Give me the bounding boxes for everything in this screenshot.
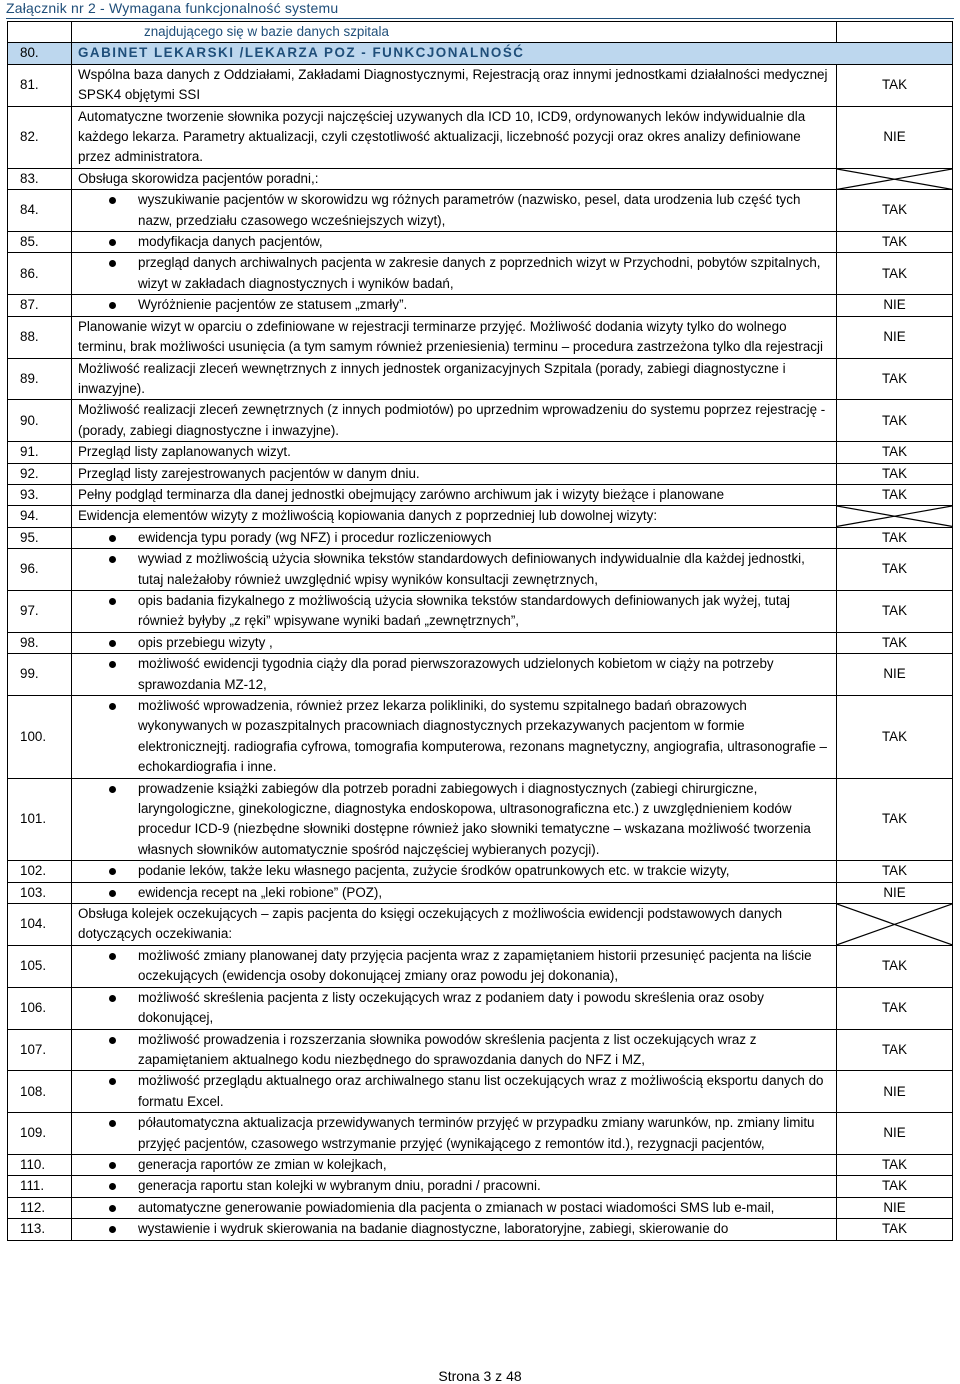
row-number: 82.	[8, 106, 72, 168]
cross-out-icon	[837, 506, 952, 526]
table-row	[8, 316, 953, 358]
row-text: możliwość przeglądu aktualnego oraz archiwalnego stanu list oczekujących wraz z możliwością eksportu danych do formatu Excel.	[138, 1073, 824, 1109]
row-answer: TAK	[837, 232, 953, 253]
table-row	[8, 1029, 953, 1071]
bullet-item	[78, 946, 832, 987]
row-text: możliwość zmiany planowanej daty przyjęcia pacjenta wraz z zapamiętaniem historii przesunięć pacjenta na liście oczekujących (ewidencja osoby dokonującej zmiany oraz powodu jej dokonania),	[138, 947, 812, 984]
row-description: Wspólna baza danych z Oddziałami, Zakładami Diagnostycznymi, Rejestracją oraz innymi jednostkami działalności medycznej SPSK4 objętymi SSI	[72, 64, 837, 106]
row-text: opis przebiegu wizyty ,	[138, 634, 273, 650]
bullet-icon	[109, 260, 116, 267]
bullet-icon	[109, 703, 116, 710]
row-answer: NIE	[837, 882, 953, 903]
cross-out-icon	[837, 169, 952, 189]
row-number: 95.	[8, 527, 72, 548]
row-description	[72, 527, 837, 548]
row-text: ewidencja recept na „leki robione” (POZ),	[138, 884, 383, 900]
bullet-icon	[109, 556, 116, 563]
row-description: Przegląd listy zarejestrowanych pacjentów w danym dniu.	[72, 463, 837, 484]
cross-out-icon	[837, 904, 952, 945]
table-row	[8, 549, 953, 591]
table-row	[8, 904, 953, 946]
row-number: 99.	[8, 654, 72, 696]
row-answer: TAK	[837, 861, 953, 882]
bullet-icon	[109, 1205, 116, 1212]
table-row	[8, 1071, 953, 1113]
row-description	[72, 1071, 837, 1113]
row-answer: TAK	[837, 442, 953, 463]
row-description	[72, 882, 837, 903]
row-description	[72, 232, 837, 253]
row-text: Wyróżnienie pacjentów ze statusem „zmarły”.	[138, 297, 408, 313]
row-answer: TAK	[837, 590, 953, 632]
row-description: Możliwość realizacji zleceń zewnętrznych (z innych podmiotów) po uprzednim wprowadzeniu do systemu poprzez rejestrację - (porady, zabiegi diagnostyczne i inwazyjne).	[72, 400, 837, 442]
row-description: Planowanie wizyt w oparciu o zdefiniowane w rejestracji terminarze przyjęć. Możliwość dodania wizyty tylko do wolnego terminu, brak możliwości usunięcia (a tym samym również przeniesienia) terminu – procedura zastrzeżona tylko dla rejestracji	[72, 316, 837, 358]
row-description	[72, 696, 837, 779]
row-number: 113.	[8, 1219, 72, 1240]
requirements-table	[7, 21, 953, 1241]
bullet-icon	[109, 1078, 116, 1085]
row-text: wyszukiwanie pacjentów w skorowidzu wg różnych parametrów (nazwisko, pesel, data urodzenia lub część tych nazw, przedziału czasowego wcześniejszych wizyt),	[138, 192, 801, 228]
bullet-icon	[109, 535, 116, 542]
row-number: 110.	[8, 1154, 72, 1175]
bullet-icon	[109, 995, 116, 1002]
table-row	[8, 945, 953, 987]
row-number: 92.	[8, 463, 72, 484]
row-number: 105.	[8, 945, 72, 987]
row-answer: TAK	[837, 1176, 953, 1197]
bullet-item	[78, 1113, 832, 1154]
row-answer: TAK	[837, 484, 953, 505]
row-number: 103.	[8, 882, 72, 903]
row-answer: TAK	[837, 1154, 953, 1175]
bullet-icon	[109, 1162, 116, 1169]
table-row	[8, 987, 953, 1029]
row-description	[72, 295, 837, 316]
bullet-icon	[109, 1226, 116, 1233]
row-answer: TAK	[837, 696, 953, 779]
row-text: wystawienie i wydruk skierowania na badanie diagnostyczne, laboratoryjne, zabiegi, skierowanie do	[138, 1221, 729, 1237]
page-footer: Strona 3 z 48	[438, 1368, 522, 1384]
bullet-item	[78, 1030, 832, 1071]
row-description: Możliwość realizacji zleceń wewnętrznych z innych jednostek organizacyjnych Szpitala (porady, zabiegi diagnostyczne i inwazyjne).	[72, 358, 837, 400]
row-answer: TAK	[837, 358, 953, 400]
bullet-item	[78, 633, 832, 653]
table-row	[8, 190, 953, 232]
row-number: 81.	[8, 64, 72, 106]
bullet-item	[78, 654, 832, 695]
row-answer: TAK	[837, 632, 953, 653]
row-text: możliwość skreślenia pacjenta z listy oczekujących wraz z podaniem daty i powodu skreślenia oraz osoby dokonującej,	[138, 989, 764, 1026]
row-description	[72, 549, 837, 591]
row-description	[72, 1197, 837, 1218]
row-answer: TAK	[837, 527, 953, 548]
row-description	[72, 632, 837, 653]
row-answer: NIE	[837, 1197, 953, 1218]
table-row	[8, 861, 953, 882]
row-text: przegląd danych archiwalnych pacjenta w zakresie danych z poprzednich wizyt w Przychodni, pobytów szpitalnych, wizyt w zakładach diagnostycznych i wyników badań,	[138, 255, 821, 291]
bullet-item	[78, 696, 832, 778]
row-number: 108.	[8, 1071, 72, 1113]
table-row	[8, 463, 953, 484]
bullet-icon	[109, 953, 116, 960]
bullet-item	[78, 1071, 832, 1112]
row-text: możliwość ewidencji tygodnia ciąży dla porad pierwszorazowych udzielonych kobietom w ciąży na potrzeby sprawozdania MZ-12,	[138, 656, 774, 692]
row-answer: NIE	[837, 106, 953, 168]
bullet-item	[78, 232, 832, 252]
row-text: generacja raportów ze zmian w kolejkach,	[138, 1156, 387, 1172]
bullet-item	[78, 1176, 832, 1196]
crossed-cell	[837, 168, 953, 189]
bullet-icon	[109, 302, 116, 309]
table-row	[8, 882, 953, 903]
row-answer	[837, 22, 953, 43]
table-row	[8, 778, 953, 861]
row-description: Ewidencja elementów wizyty z możliwością kopiowania danych z poprzedniej lub dowolnej wizyty:	[72, 506, 837, 527]
row-number: 88.	[8, 316, 72, 358]
bullet-item	[78, 1219, 832, 1239]
bullet-item	[78, 253, 832, 294]
row-number: 93.	[8, 484, 72, 505]
table-row	[8, 232, 953, 253]
row-number: 96.	[8, 549, 72, 591]
row-description	[72, 1113, 837, 1155]
table-row	[8, 400, 953, 442]
row-answer: NIE	[837, 316, 953, 358]
row-answer: NIE	[837, 1113, 953, 1155]
row-description	[72, 590, 837, 632]
table-row	[8, 64, 953, 106]
bullet-item	[78, 1155, 832, 1175]
bullet-icon	[109, 661, 116, 668]
bullet-icon	[109, 868, 116, 875]
table-row	[8, 253, 953, 295]
table-row	[8, 1154, 953, 1175]
row-number: 112.	[8, 1197, 72, 1218]
row-description: Przegląd listy zaplanowanych wizyt.	[72, 442, 837, 463]
row-number: 100.	[8, 696, 72, 779]
bullet-item	[78, 988, 832, 1029]
row-answer: TAK	[837, 190, 953, 232]
table-row	[8, 106, 953, 168]
row-answer: TAK	[837, 253, 953, 295]
table-row	[8, 1219, 953, 1240]
row-description	[72, 987, 837, 1029]
page-header: Załącznik nr 2 - Wymagana funkcjonalność systemu	[6, 0, 339, 16]
bullet-item	[78, 190, 832, 231]
row-number: 85.	[8, 232, 72, 253]
table-row	[8, 590, 953, 632]
row-text: możliwość prowadzenia i rozszerzania słownika powodów skreślenia pacjenta z list oczekujących wraz z zapamiętaniem aktualnego kodu niezbędnego do sprawozdania danych do NFZ i MZ,	[138, 1031, 757, 1067]
table-row	[8, 442, 953, 463]
bullet-icon	[109, 640, 116, 647]
row-answer: TAK	[837, 400, 953, 442]
row-text: automatyczne generowanie powiadomienia dla pacjenta o zmianach w postaci wiadomości SMS lub e-mail,	[138, 1199, 775, 1215]
row-number: 98.	[8, 632, 72, 653]
table-row	[8, 1176, 953, 1197]
row-text: podanie leków, także leku własnego pacjenta, zużycie środków opatrunkowych etc. w trakcie wizyty,	[138, 863, 730, 879]
bullet-icon	[109, 1120, 116, 1127]
row-answer: NIE	[837, 654, 953, 696]
bullet-item	[78, 1198, 832, 1218]
row-text: opis badania fizykalnego z możliwością użycia słownika tekstów standardowych definiowanych jak wyżej, tutaj również byłyby „z ręki” wpisywane wyniki badań „zewnętrznych”,	[138, 592, 790, 629]
bullet-item	[78, 591, 832, 632]
bullet-icon	[109, 1183, 116, 1190]
row-number: 91.	[8, 442, 72, 463]
table-row	[8, 484, 953, 505]
table-row	[8, 632, 953, 653]
row-number	[8, 22, 72, 43]
table-row	[8, 527, 953, 548]
row-description	[72, 861, 837, 882]
row-answer: TAK	[837, 549, 953, 591]
row-description	[72, 945, 837, 987]
row-number: 97.	[8, 590, 72, 632]
header-rule	[6, 18, 954, 19]
bullet-icon	[109, 598, 116, 605]
row-number: 87.	[8, 295, 72, 316]
section-header-row	[8, 43, 953, 64]
section-title: GABINET LEKARSKI /LEKARZA POZ - FUNKCJONALNOŚĆ	[72, 43, 953, 64]
section-number: 80.	[8, 43, 72, 64]
row-text: półautomatyczna aktualizacja przewidywanych terminów przyjęć w przypadku zmiany warunków, np. zmiany limitu przyjęć pacjentów, czasowego wstrzymanie przyjęć (wynikającego z remontów itd.), rezygnacji pacjentów,	[138, 1115, 815, 1151]
row-number: 89.	[8, 358, 72, 400]
crossed-cell	[837, 904, 953, 946]
row-description	[72, 1154, 837, 1175]
row-answer: TAK	[837, 64, 953, 106]
table-row	[8, 358, 953, 400]
row-answer: TAK	[837, 778, 953, 861]
table-row	[8, 1197, 953, 1218]
bullet-item	[78, 779, 832, 861]
row-answer: TAK	[837, 463, 953, 484]
row-description: Pełny podgląd terminarza dla danej jednostki obejmujący zarówno archiwum jak i wizyty bieżące i planowane	[72, 484, 837, 505]
bullet-item	[78, 295, 832, 315]
row-number: 86.	[8, 253, 72, 295]
row-number: 102.	[8, 861, 72, 882]
row-text: ewidencja typu porady (wg NFZ) i procedur rozliczeniowych	[138, 529, 492, 545]
row-answer: TAK	[837, 945, 953, 987]
row-answer: TAK	[837, 1029, 953, 1071]
row-number: 94.	[8, 506, 72, 527]
bullet-icon	[109, 1037, 116, 1044]
row-description	[72, 1029, 837, 1071]
row-text: prowadzenie książki zabiegów dla potrzeb poradni zabiegowych i diagnostycznych (zabiegi chirurgiczne, laryngologiczne, ginekologiczne, diagnostyka endoskopowa, ultrasonograficzna etc.) z uwzględnieniem kodów procedur ICD-9 (niezbędne słowniki dostępne również jako słowniki tematyczne – wskazana możliwość tworzenia własnych słowników automatycznie spośród najczęściej wybieranych pozycji).	[138, 780, 811, 857]
table-row	[8, 1113, 953, 1155]
table-row	[8, 654, 953, 696]
table-row	[8, 506, 953, 527]
row-number: 90.	[8, 400, 72, 442]
bullet-item	[78, 861, 832, 881]
bullet-icon	[109, 197, 116, 204]
row-text: modyfikacja danych pacjentów,	[138, 234, 323, 250]
row-text: generacja raportu stan kolejki w wybranym dniu, poradni / pracowni.	[138, 1178, 541, 1194]
row-answer: NIE	[837, 295, 953, 316]
row-answer: NIE	[837, 1071, 953, 1113]
table-row	[8, 168, 953, 189]
row-description	[72, 1176, 837, 1197]
row-number: 107.	[8, 1029, 72, 1071]
bullet-icon	[109, 890, 116, 897]
row-text: wywiad z możliwością użycia słownika tekstów standardowych definiowanych indywidualnie dla każdej jednostki, tutaj należałoby również uwzględnić wpisy wyników konsultacji zewnętrznych,	[138, 551, 805, 587]
row-description: Obsługa kolejek oczekujących – zapis pacjenta do księgi oczekujących z możliwościa ewidencji podstawowych danych dotyczących oczekiwania:	[72, 904, 837, 946]
bullet-icon	[109, 239, 116, 246]
table-row	[8, 696, 953, 779]
row-description: Obsługa skorowidza pacjentów poradni,:	[72, 168, 837, 189]
bullet-item	[78, 549, 832, 590]
row-text: możliwość wprowadzenia, również przez lekarza polikliniki, do systemu szpitalnego badań obrazowych wykonywanych w pozaszpitalnych pracowniach diagnostycznych przekazywanych pacjentom w formie elektronicznejtj. radiografia cyfrowa, tomografia komputerowa, rezonans magnetyczny, angiografia, ultrasonografie – echokardiografia i inne.	[138, 698, 827, 775]
row-description	[72, 778, 837, 861]
bullet-item	[78, 528, 832, 548]
row-description: Automatyczne tworzenie słownika pozycji najczęściej uzywanych dla ICD 10, ICD9, ordynowanych leków indywidualnie dla każdego lekarza. Parametry aktualizacji, czyli częstotliwość aktualizacji, liczebność pozycji oraz okres analizy definiowane przez administratora.	[72, 106, 837, 168]
bullet-item	[78, 883, 832, 903]
bullet-icon	[109, 786, 116, 793]
crossed-cell	[837, 506, 953, 527]
row-number: 106.	[8, 987, 72, 1029]
row-answer: TAK	[837, 987, 953, 1029]
row-number: 109.	[8, 1113, 72, 1155]
row-description: znajdującego się w bazie danych szpitala	[72, 22, 837, 43]
row-number: 84.	[8, 190, 72, 232]
row-description	[72, 1219, 837, 1240]
row-description	[72, 190, 837, 232]
row-number: 101.	[8, 778, 72, 861]
row-number: 104.	[8, 904, 72, 946]
continuation-row	[8, 22, 953, 43]
row-number: 83.	[8, 168, 72, 189]
row-number: 111.	[8, 1176, 72, 1197]
row-answer: TAK	[837, 1219, 953, 1240]
table-row	[8, 295, 953, 316]
row-description	[72, 654, 837, 696]
row-description	[72, 253, 837, 295]
